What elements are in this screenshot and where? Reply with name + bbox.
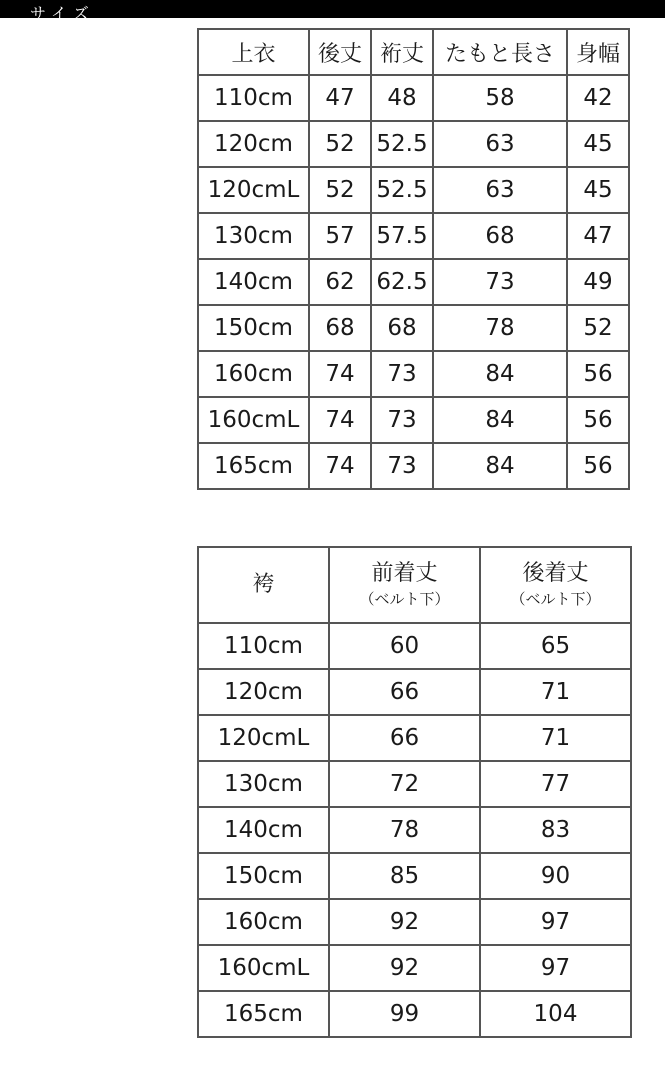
measurement-cell: 42 <box>567 75 629 121</box>
measurement-cell: 47 <box>567 213 629 259</box>
measurement-cell: 52.5 <box>371 121 433 167</box>
size-label-cell: 120cm <box>198 121 309 167</box>
measurement-cell: 97 <box>480 945 631 991</box>
size-label-cell: 150cm <box>198 305 309 351</box>
measurement-cell: 92 <box>329 945 480 991</box>
size-label-cell: 160cm <box>198 351 309 397</box>
measurement-cell: 63 <box>433 121 567 167</box>
table-row <box>198 305 629 351</box>
measurement-cell: 56 <box>567 351 629 397</box>
jacket-header-cell: 身幅 <box>567 29 629 75</box>
measurement-cell: 77 <box>480 761 631 807</box>
size-label-cell: 165cm <box>198 443 309 489</box>
size-label-cell: 110cm <box>198 623 329 669</box>
table-row <box>198 945 631 991</box>
size-label-cell: 110cm <box>198 75 309 121</box>
table-row <box>198 669 631 715</box>
measurement-cell: 97 <box>480 899 631 945</box>
jacket-size-table <box>197 28 630 490</box>
hakama-size-table <box>197 546 632 1038</box>
measurement-cell: 68 <box>371 305 433 351</box>
measurement-cell: 66 <box>329 669 480 715</box>
size-label-cell: 165cm <box>198 991 329 1037</box>
header-main-label: 前着丈 <box>371 561 438 586</box>
jacket-header-cell: 後丈 <box>309 29 371 75</box>
measurement-cell: 47 <box>309 75 371 121</box>
table-row <box>198 807 631 853</box>
measurement-cell: 84 <box>433 443 567 489</box>
measurement-cell: 68 <box>433 213 567 259</box>
measurement-cell: 83 <box>480 807 631 853</box>
measurement-cell: 84 <box>433 351 567 397</box>
size-label-cell: 140cm <box>198 807 329 853</box>
measurement-cell: 52 <box>567 305 629 351</box>
measurement-cell: 52.5 <box>371 167 433 213</box>
measurement-cell: 48 <box>371 75 433 121</box>
top-bar <box>0 0 665 23</box>
size-label-cell: 150cm <box>198 853 329 899</box>
table-row <box>198 75 629 121</box>
measurement-cell: 74 <box>309 351 371 397</box>
table-row <box>198 121 629 167</box>
table-row <box>198 715 631 761</box>
measurement-cell: 104 <box>480 991 631 1037</box>
measurement-cell: 60 <box>329 623 480 669</box>
measurement-cell: 74 <box>309 397 371 443</box>
size-label-cell: 140cm <box>198 259 309 305</box>
measurement-cell: 63 <box>433 167 567 213</box>
measurement-cell: 73 <box>371 351 433 397</box>
header-sub-label: （ベルト下） <box>510 590 601 608</box>
measurement-cell: 78 <box>329 807 480 853</box>
measurement-cell: 84 <box>433 397 567 443</box>
jacket-header-cell: 上衣 <box>198 29 309 75</box>
size-label-cell: 160cmL <box>198 397 309 443</box>
measurement-cell: 62.5 <box>371 259 433 305</box>
table-row <box>198 623 631 669</box>
measurement-cell: 68 <box>309 305 371 351</box>
hakama-header-cell <box>198 547 329 623</box>
table-row <box>198 761 631 807</box>
measurement-cell: 45 <box>567 121 629 167</box>
measurement-cell: 45 <box>567 167 629 213</box>
table-row <box>198 167 629 213</box>
measurement-cell: 99 <box>329 991 480 1037</box>
measurement-cell: 78 <box>433 305 567 351</box>
measurement-cell: 74 <box>309 443 371 489</box>
jacket-header-row <box>198 29 629 75</box>
header-main-label: 後着丈 <box>522 561 589 586</box>
table-row <box>198 351 629 397</box>
table-row <box>198 259 629 305</box>
table-row <box>198 397 629 443</box>
jacket-header-cell: たもと長さ <box>433 29 567 75</box>
measurement-cell: 52 <box>309 121 371 167</box>
measurement-cell: 57.5 <box>371 213 433 259</box>
hakama-header-cell <box>480 547 631 623</box>
hakama-header-cell <box>329 547 480 623</box>
measurement-cell: 73 <box>371 397 433 443</box>
hakama-header-row <box>198 547 631 623</box>
measurement-cell: 72 <box>329 761 480 807</box>
measurement-cell: 90 <box>480 853 631 899</box>
measurement-cell: 66 <box>329 715 480 761</box>
header-main-label: 袴 <box>252 572 275 597</box>
table-row <box>198 213 629 259</box>
measurement-cell: 56 <box>567 397 629 443</box>
measurement-cell: 71 <box>480 669 631 715</box>
measurement-cell: 58 <box>433 75 567 121</box>
header-sub-label: （ベルト下） <box>359 590 450 608</box>
size-label-cell: 120cmL <box>198 167 309 213</box>
size-label-cell: 130cm <box>198 761 329 807</box>
measurement-cell: 92 <box>329 899 480 945</box>
size-label-cell: 130cm <box>198 213 309 259</box>
table-row <box>198 853 631 899</box>
measurement-cell: 49 <box>567 259 629 305</box>
measurement-cell: 56 <box>567 443 629 489</box>
table-row <box>198 443 629 489</box>
size-label-cell: 120cm <box>198 669 329 715</box>
measurement-cell: 85 <box>329 853 480 899</box>
table-row <box>198 899 631 945</box>
measurement-cell: 71 <box>480 715 631 761</box>
measurement-cell: 73 <box>433 259 567 305</box>
top-bar-title: サイズ <box>30 4 95 23</box>
jacket-header-cell: 裄丈 <box>371 29 433 75</box>
measurement-cell: 52 <box>309 167 371 213</box>
size-label-cell: 160cm <box>198 899 329 945</box>
measurement-cell: 65 <box>480 623 631 669</box>
table-row <box>198 991 631 1037</box>
measurement-cell: 62 <box>309 259 371 305</box>
measurement-cell: 73 <box>371 443 433 489</box>
size-label-cell: 160cmL <box>198 945 329 991</box>
measurement-cell: 57 <box>309 213 371 259</box>
size-label-cell: 120cmL <box>198 715 329 761</box>
